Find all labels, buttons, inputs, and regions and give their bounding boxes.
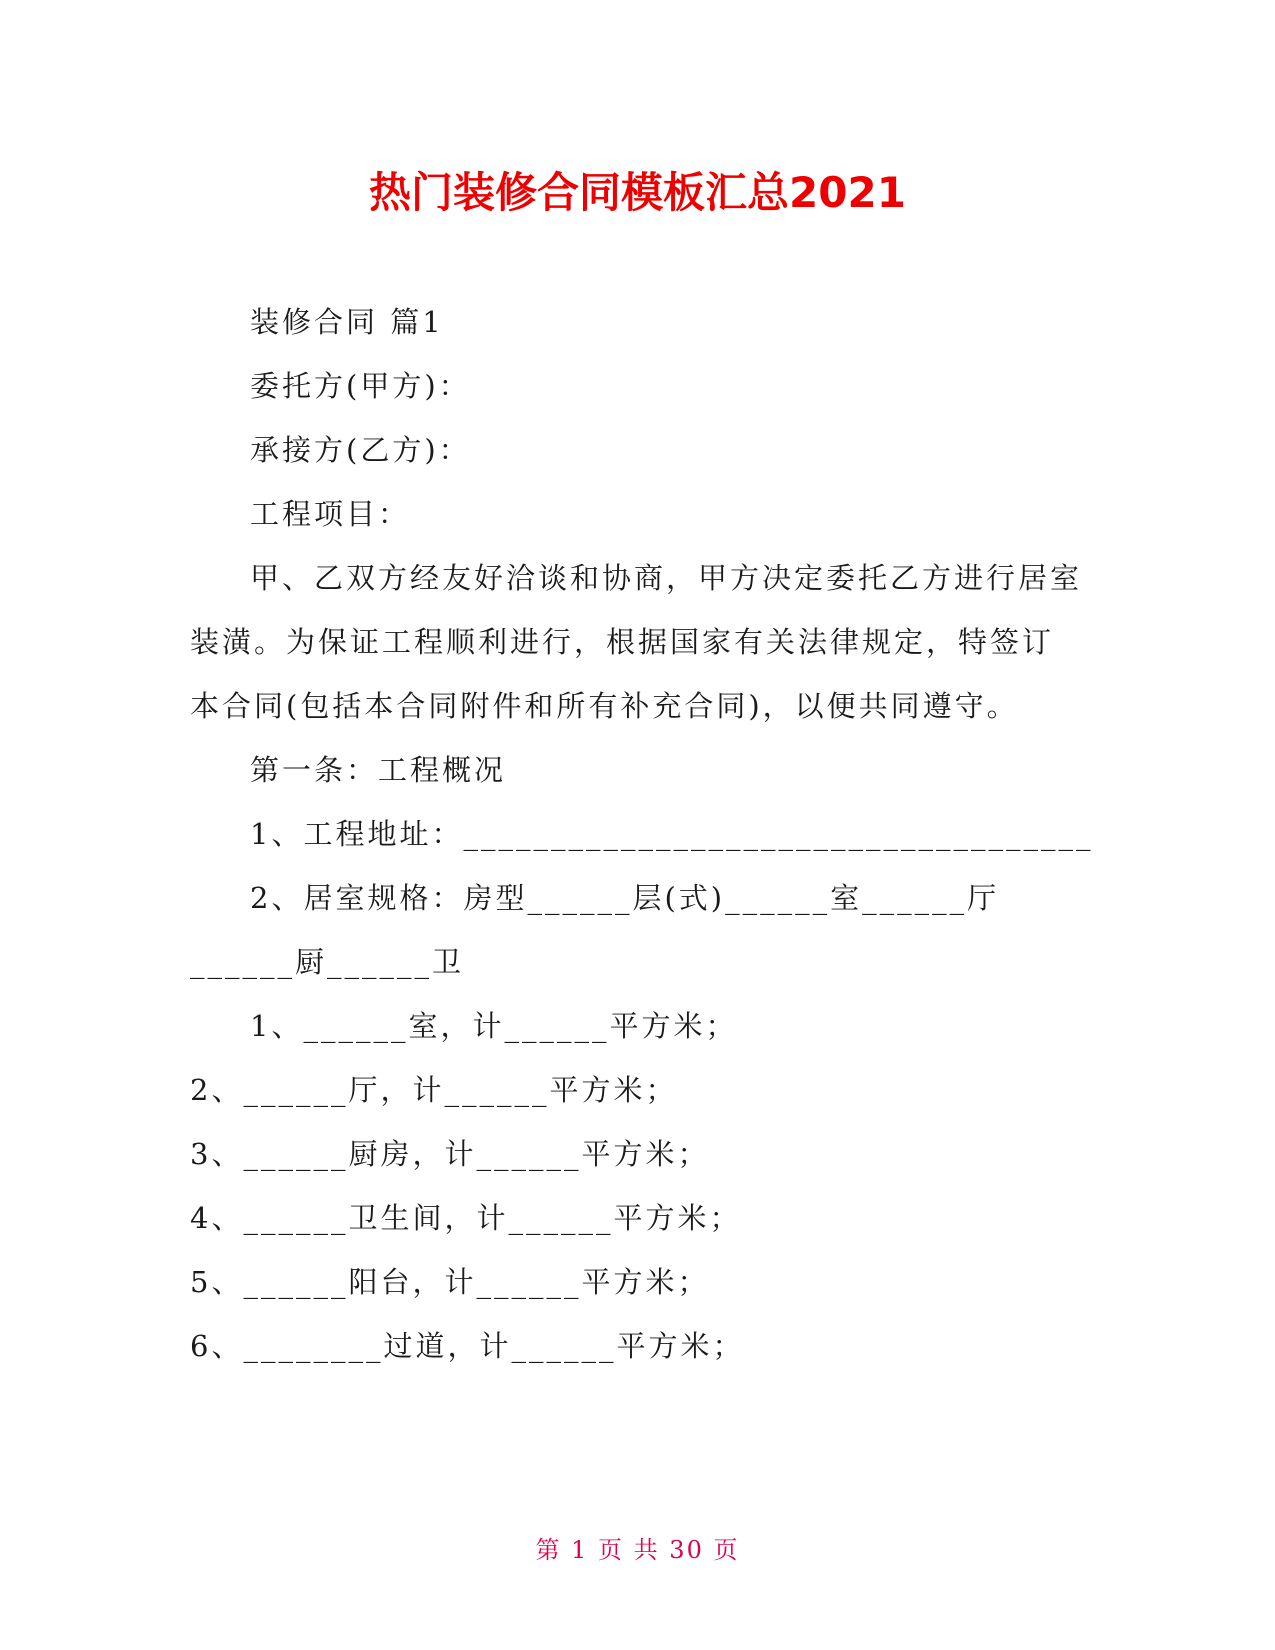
- hall-area-line: 2、______厅，计______平方米；: [190, 1073, 678, 1107]
- document-body: [190, 290, 1094, 1378]
- client-party-line: 委托方(甲方)：: [250, 369, 471, 403]
- page-number: 第 1 页 共 30 页: [535, 1536, 740, 1564]
- article-one-heading: 第一条：工程概况: [250, 753, 507, 787]
- intro-paragraph: 甲、乙双方经友好洽谈和协商，甲方决定委托乙方进行居室装潢。为保证工程顺利进行，根据国家有关法律规定，特签订本合同(包括本合同附件和所有补充合同)，以便共同遵守。: [190, 561, 1083, 723]
- contractor-party-line: 承接方(乙方)：: [250, 433, 471, 467]
- corridor-area-line: 6、________过道，计______平方米；: [190, 1329, 745, 1363]
- bathroom-area-line: 4、______卫生间，计______平方米；: [190, 1201, 742, 1235]
- section-heading: 装修合同 篇1: [250, 305, 444, 339]
- kitchen-area-line: 3、______厨房，计______平方米；: [190, 1137, 710, 1171]
- document-title: 热门装修合同模板汇总2021: [369, 168, 906, 217]
- project-line: 工程项目：: [250, 497, 411, 531]
- room-spec-line: 2、居室规格：房型______层(式)______室______厅______厨______卫: [190, 881, 1000, 979]
- address-line: 1、工程地址：____________________________________: [250, 817, 1094, 851]
- room-area-line: 1、______室，计______平方米；: [250, 1009, 738, 1043]
- balcony-area-line: 5、______阳台，计______平方米；: [190, 1265, 710, 1299]
